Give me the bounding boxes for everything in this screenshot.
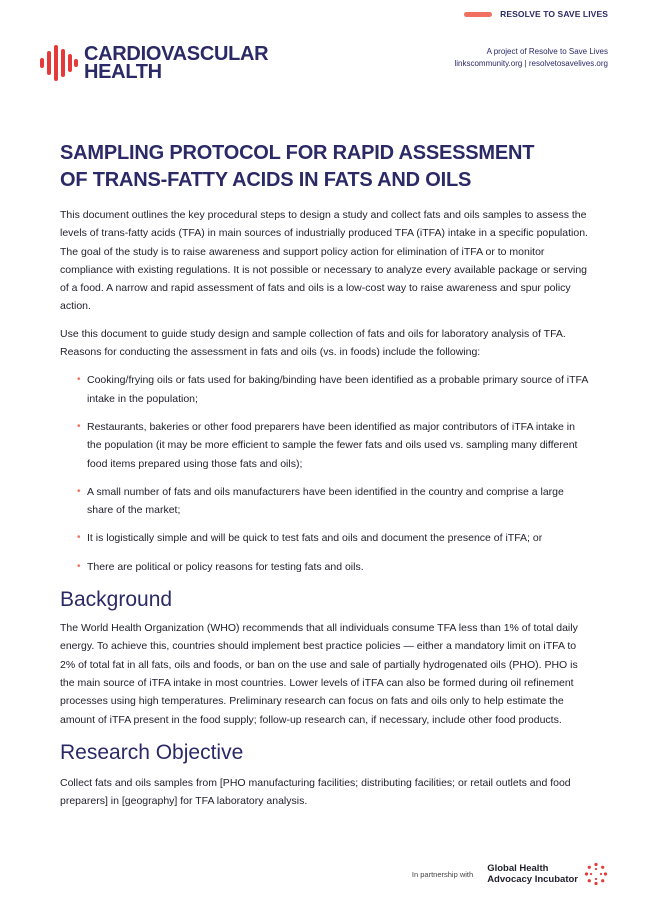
use-paragraph: Use this document to guide study design and sample collection of fats and oils for laboratory analysis of TFA. Reasons for conducting the assessment in fats and oils (vs. in foods) include the following: <box>60 327 566 359</box>
partner-footer <box>412 862 608 886</box>
brand-name <box>84 45 268 81</box>
title-line-1: SAMPLING PROTOCOL FOR RAPID ASSESSMENT <box>60 142 535 164</box>
list-item-text: There are political or policy reasons for testing fats and oils. <box>87 560 364 573</box>
top-tag-text: RESOLVE TO SAVE LIVES <box>500 9 608 19</box>
project-links[interactable]: linkscommunity.org | resolvetosavelives.org <box>454 59 608 68</box>
partner-logo-icon <box>584 862 608 886</box>
partner-name <box>487 863 578 885</box>
partner-line-2: Advocacy Incubator <box>487 874 578 885</box>
brand-line-2: HEALTH <box>84 61 162 83</box>
list-item <box>60 483 588 520</box>
bullet-icon: • <box>77 374 81 386</box>
list-item <box>60 418 588 473</box>
document-body <box>60 206 588 810</box>
partner-line-1: Global Health <box>487 863 549 874</box>
top-tag <box>464 9 608 19</box>
bullet-icon: • <box>77 560 81 572</box>
intro-paragraph: This document outlines the key procedural steps to design a study and collect fats and oils samples to assess the levels of trans-fatty acids (TFA) in main sources of industrially produced TFA (iTFA) intake in a specific population. The goal of the study is to raise awareness and support policy action for elimination of iTFA or to monitor compliance with existing regulations. It is not possible or necessary to analyze every available package or serving of a food. A narrow and rapid assessment of fats and oils is a low-cost way to raise awareness and spur policy action. <box>60 209 588 313</box>
research-objective-heading: Research Objective <box>60 740 244 764</box>
partner-label: In partnership with <box>411 869 474 879</box>
list-item-text: Cooking/frying oils or fats used for baking/binding have been identified as a probable primary source of iTFA intake in the population; <box>87 374 588 405</box>
list-item <box>60 529 588 547</box>
research-objective-paragraph: Collect fats and oils samples from [PHO manufacturing facilities; distributing facilities; or retail outlets and food preparers] in [geography] for TFA laboratory analysis. <box>60 776 571 808</box>
bullet-icon: • <box>77 420 81 432</box>
bullet-icon: • <box>77 485 81 497</box>
accent-pill <box>464 12 492 17</box>
background-heading: Background <box>60 588 173 612</box>
brand-logo <box>40 45 268 81</box>
list-item <box>60 558 588 576</box>
project-line-1: A project of Resolve to Save Lives <box>486 47 608 56</box>
document-title <box>60 140 600 194</box>
project-attribution <box>454 46 608 70</box>
brand-line-1: CARDIOVASCULAR <box>84 43 269 65</box>
bullet-icon: • <box>77 532 81 544</box>
list-item-text: Restaurants, bakeries or other food preparers have been identified as major contributors of iTFA intake in the population (it may be more efficient to sample the fewer fats and oils used vs. sampling many different food items prepared using those fats and oils); <box>87 420 578 470</box>
list-item-text: It is logistically simple and will be quick to test fats and oils and document the presence of iTFA; or <box>87 532 543 545</box>
list-item-text: A small number of fats and oils manufacturers have been identified in the country and comprise a large share of the market; <box>87 485 564 517</box>
title-line-2: OF TRANS-FATTY ACIDS IN FATS AND OILS <box>60 169 472 191</box>
reasons-list <box>60 371 588 576</box>
background-paragraph: The World Health Organization (WHO) recommends that all individuals consume TFA less than 1% of total daily energy. To achieve this, countries should implement best practice policies — either a mandatory limit on iTFA to 2% of total fat in all fats, oils and foods, or ban on the use and sale of partially hydrogenated oils (PHO). PHO is the main source of iTFA intake in most countries. Lower levels of iTFA can also be formed during oil refinement processes using high temperatures. Preliminary research can focus on fats and oils only to help estimate the amount of iTFA present in the food supply; follow-up research can, if necessary, include other food products. <box>60 622 578 726</box>
list-item <box>60 371 588 408</box>
heartbeat-bars-icon <box>40 45 78 81</box>
